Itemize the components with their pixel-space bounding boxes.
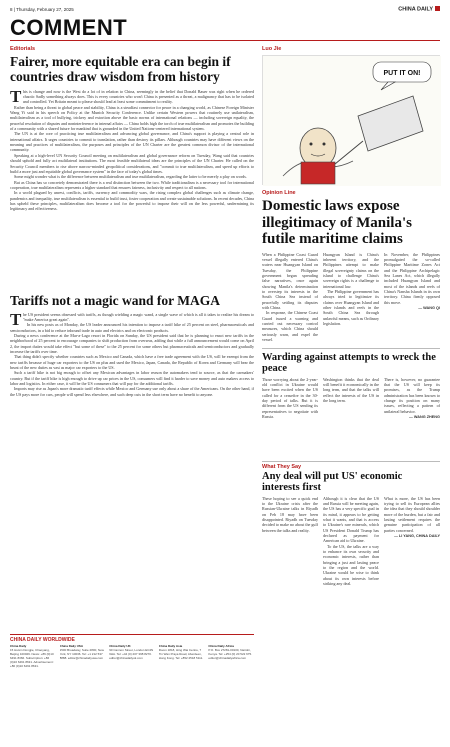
editorial-paragraph: his is change and now is the West do a lot of in relation to China, seemingly in the belief that Donald Bauer was right when he ordered chaotic Sadly something always does. This is every countries who won't China is presented as a threat, a malignancy that has to be isolated and controlled. Yet Britain meant to please should lead at least some commitment to reality. (22, 88, 254, 105)
footer-col (208, 645, 254, 739)
opinion-body (262, 252, 440, 344)
cartoon-illustration (263, 56, 441, 186)
cartoon-artist: Luo Jie (262, 46, 282, 52)
footer-col-title: China Daily Africa (208, 645, 234, 648)
page-header (10, 6, 440, 15)
cartoon-caption: PUT IT ON! (383, 70, 421, 77)
tariffs-paragraph: he US president seems obsessed with tariffs, as though wielding a magic wand, a single wave of which is all it takes to realize his dream to "make America great again". (22, 311, 254, 322)
what-they-say-headline: Any deal will put US' economic interests first (262, 470, 403, 493)
editorial-dropcap: T (10, 88, 22, 106)
opinion-label: Opinion Line (262, 190, 296, 196)
left-column (10, 46, 254, 541)
footer-col (109, 645, 155, 739)
footer-col-text: P.O. Box 27281-00100, Nairobi, Kenya. Tel: +254 (0) 20 522 675. editor@chinadailyafrica.com (208, 647, 252, 660)
opinion-col (323, 252, 379, 344)
editorial-paragraph: Some might wonder what is the difference between multilateralism and true multilateralism, regarding the latter to be merely a play on words. (14, 174, 247, 180)
footer-col-text: 1500 Broadway, Suite 2800, New York, NY 10036. Tel: +1 212 537 8888. editor@chinadailyusa.com (59, 647, 104, 660)
wts-byline: — LI YANG, CHINA DAILY (394, 533, 440, 538)
opinion-headline: Domestic laws expose illegitimacy of Manila's futile maritime claims (262, 198, 412, 247)
editorial-paragraph: Rather than being a threat to global peace and stability, China is a steadfast connector for peace in a changing world, as Chinese Foreign Minister Wang Yi said in his speech on Policy at the Munich Security Conference. Unlike certain Western powers that routinely use unilateralism, multilateralism as a tool of bullying, trickery and extortion above the basic norms of international relations — including sovereign equality, the peaceful resolution of disputes and noninterference in internal affairs — China holds high the torch of true multilateralism and promotes the building of a community with a shared future for mankind that is grounded in the United Nations-centered international system. (10, 104, 254, 132)
tariffs-body (10, 312, 254, 541)
footer-col-text: 90 Cannon Street, London EC4N 6HA. Tel: +44 (0) 207 398 8270. editor@chinadailyuk.com (109, 647, 154, 660)
opinion-paragraph: In response, the Chinese Coast Guard issued a warning and carried out necessary control measures, which China should seriously warn, and expel the vessel. (262, 310, 318, 342)
wts-col (384, 496, 440, 686)
footer-col-title: China Daily Asia (158, 645, 183, 648)
footer-col-title: China Daily (10, 645, 27, 648)
wts-paragraph: These hoping to see a quick end to the Ukraine crisis after the Russian-Ukraine talks in Riyadh on Feb 18 may have been disappointed. Riyadh on Tuesday decided to make no about the gulf between the talks and reality. (262, 495, 318, 533)
editorial-paragraph: The UN is at the core of practicing true multilateralism and advancing global governance, and China's support is playing a central role in international affairs. It urges countries to commit to translation, rather than destroy its pillars. Although countries may have different views on the meaning and practices of multilateralism, the purposes and principles of the UN Charter are the greatest common divisor of the international community. (10, 131, 254, 153)
warning-paragraph: There is, however, no guarantee that the US will keep its promises, as the Trump administration has been known to change its position on many issues, reflecting a pattern of unilateral behavior. (384, 376, 440, 414)
opinion-paragraph: When a Philippine Coast Guard vessel illegally entered China's waters near Huangyan Island on Tuesday, the Philippine government began spreading false narratives, once again showing Manila's determination to overstep its interests in the South China Sea instead of peacefully settling its disputes with China. (262, 251, 318, 310)
opinion-paragraph: Huangyan Island is China's inherent territory, and the Philippines attempt to make illegal sovereignty claims on the island to challenge China's sovereign rights is a challenge to international law. (323, 251, 379, 289)
footer (10, 634, 254, 740)
page-date: 8 | Thursday, February 27, 2025 (10, 7, 74, 12)
opinion-col (384, 252, 440, 344)
wts-paragraph: What is more, the US has been trying to sell its European allies the idea that they should shoulder more of the burden, but a fair and lasting settlement requires the genuine participation of all parties concerned. (384, 495, 440, 533)
footer-col-text: Room 1818, Hing Wai Centre, 7 Tin Wan Praya Road, Aberdeen, Hong Kong. Tel: +852 2518 5111. (158, 647, 204, 660)
warning-col (262, 377, 318, 457)
warning-col (323, 377, 379, 457)
warning-headline: Warding against attempts to wreck the peace (262, 348, 440, 374)
wts-paragraph: To the US, the talks are a way to enhance its own security and economic interests, rather than bringing a just and lasting peace to the region and the world. Ukraine would be wise to think about its own interests before striking any deal. (323, 543, 379, 586)
warning-body (262, 377, 440, 457)
tariffs-paragraph: Such a tariff hike is not big enough to offset any Mexican advantages in labor reason the automakers tend to source, as that the carmakers' country. But if the tariff hike is high enough to drive up car prices in the US, consumers will find it harder to save money and auto makers access to labor and logistics. In either case, it will be the US consumers that will pay for the additional tariffs. (10, 370, 254, 386)
footer-col-title: China Daily USA (59, 645, 84, 648)
footer-col-text: 15 Huixin Dongjie, Chaoyang, Beijing 100029. News: +86 (0)10 6491 8366. Subscription: +86 (0)10 6491 8631. Advertisement: +86 (0)10 6491 8631. (10, 647, 54, 668)
tariffs-paragraph: During a news conference at the Mar-a-Lago resort in Florida on Sunday, the US president said that he is planning to enact new tariffs in the neighborhood of 25 percent to encourage companies to shift production from overseas, adding that while a full announcement would come on April 2, the import duties would take effect "but some of these" to the 25 percent for some others but pharmaceuticals and semiconductors and gradually increase the tariffs over time. (10, 332, 254, 354)
opinion-col (262, 252, 318, 344)
tariffs-paragraph: Imports may rise as Japan's more dramatic tariff effects while Mexico and Germany use only about a share of the Americans. On the other hand, if the US pays more for cars, people will spend less elsewhere, and such deep cuts in the short term have no benefit to anyone. (10, 386, 254, 397)
footer-brand: CHINA DAILY WORLDWIDE (10, 637, 75, 643)
footer-col (60, 645, 106, 739)
section-title: COMMENT (10, 15, 128, 40)
tariffs-headline: Tariffs not a magic wand for MAGA (10, 292, 220, 308)
editorial-paragraph: Speaking at a high-level UN Security Council meeting on multilateralism and global governance reform on Tuesday, Wang said that countries should uphold and fully act multilateral institutions. The most feasible multilateral ideas are the principles of the UN Charter. He called on the Security Council members to rise above narrow-minded geopolitical considerations, and "commit to true multilateralism, and speed up efforts to build a more just and equitable global governance system" in the face of today's global times. (10, 152, 254, 174)
opinion-paragraph: In November, the Philippines promulgated the so-called Philippine Maritime Zones Act and the Philippine Archipelagic Sea Lanes Act, which illegally included Huangyan Island and most of the islands and reefs of China's Nansha Islands in its own territory. China firmly opposed this move. (384, 251, 440, 305)
editorial-headline: Fairer, more equitable era can begin if countries draw wisdom from history (10, 54, 231, 84)
opinion-paragraph: The Philippine government has always tried to legitimize its claims over Huangyan Island and other islands and reefs in the South China Sea through unlawful means, such as Ordinary legislation. (323, 288, 379, 326)
warning-paragraph: Those worrying about the 2-year-old conflict in Ukraine would have been excited when the US called for a ceasefire in the 30-day period of talks. But it is different from the US sending its representatives to negotiate with Russia. (262, 376, 318, 419)
masthead (10, 15, 440, 41)
what-they-say-label: What They Say (262, 461, 440, 470)
footer-col (10, 645, 56, 739)
tariffs-dropcap: T (10, 311, 22, 329)
tariffs-paragraph: In his new posts as of Monday, the US leader announced his intention to impose a tariff hike of 25 percent on steel, pharmaceuticals and semiconductors, in a bid to reduce inbound trade in auto and electrics and on electronic products. (10, 322, 254, 333)
tariffs-paragraph: That thing didn't specify whether countries such as Mexico and Canada, which have a free trade agreement with the US, will be exempt from the new tariffs because of huge car exporters to the US on plus and used the Mexico, Japan, Canada, the Republic of Korea and Germany will bear the brunt of the new duties as vast as major car exporters to the US. (10, 354, 254, 370)
editorial-paragraph: But as China has so concretely demonstrated there is a real distinction between the two. While traditionalism is a necessary tool for international cooperation, true multilateralism represents a higher standard that ensures fairness, inclusivity and respect to all nations. (10, 179, 254, 190)
footer-columns (10, 645, 254, 739)
opinion-byline: — WANG QI (418, 305, 440, 310)
publication-name (398, 6, 440, 13)
footer-col (159, 645, 205, 739)
publication-name-text: CHINA DAILY (398, 6, 433, 13)
right-column (262, 46, 440, 686)
what-they-say-body (262, 496, 440, 686)
wts-col (262, 496, 318, 686)
warning-col (384, 377, 440, 457)
publication-logo-icon (435, 6, 440, 11)
wts-col (323, 496, 379, 686)
warning-paragraph: Washington thinks that the deal will benefit it economically in the long term, and that the talks will reflect the interests of the US in the long term. (323, 376, 379, 403)
footer-col-title: China Daily UK (109, 645, 131, 648)
editorial-body (10, 89, 254, 289)
wts-paragraph: Although it is clear that the US and Russia will be meeting again, the US has a very specific goal in its mind, it appears to be getting what it wants, and that is access to Ukraine's rare minerals, which US President Donald Trump has declared as payment for American aid to Ukraine. (323, 495, 379, 544)
editorial-cartoon (262, 55, 440, 185)
editorials-label: Editorials (10, 46, 36, 52)
warning-byline: — WANG ZHENG (408, 414, 440, 419)
editorial-paragraph: In a world plagued by unrest, conflicts, tariffs, currency and commodity wars, the rising complex global challenges such as climate change, pandemics and inequality, true multilateralism is essential to build trust, foster cooperation and create sustainable solutions. In recent decades, China has upheld these principles, multilateralism does become a tool for the powerful to impose their will on the less powerful, undermining its legitimacy and effectiveness. (10, 190, 254, 212)
